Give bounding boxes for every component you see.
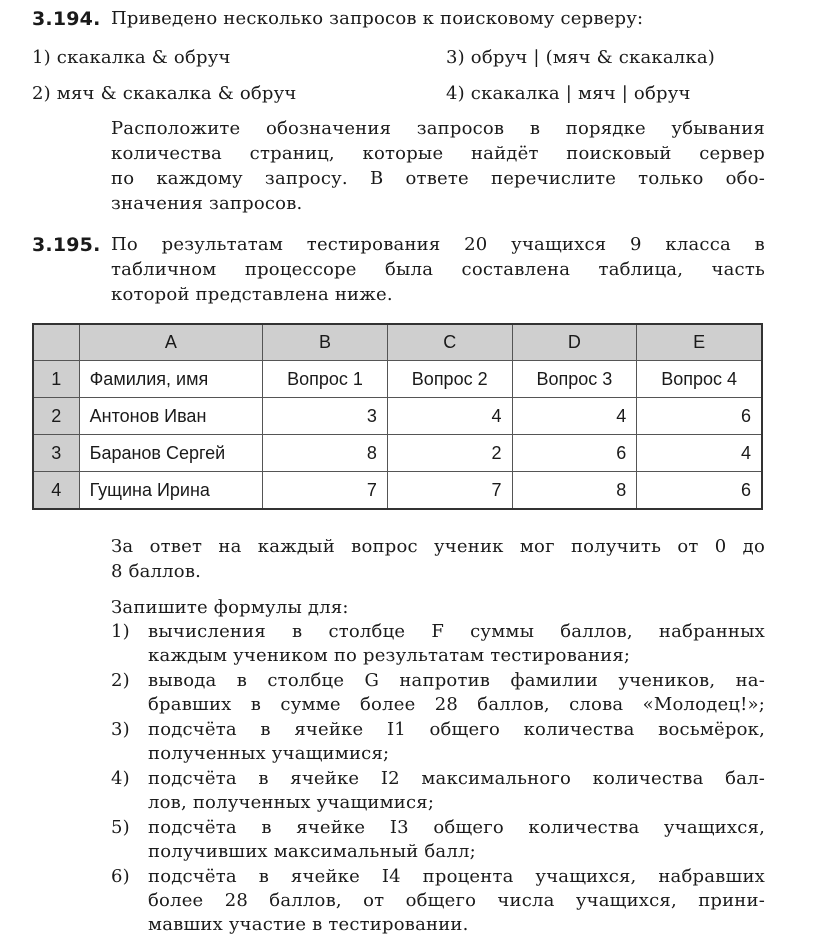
- item-text-line: вывода в столбце G напротив фамилии учеников, на-: [148, 670, 765, 691]
- spreadsheet-table: [32, 323, 763, 510]
- item-number: 6): [111, 866, 130, 887]
- column-header: E: [637, 324, 762, 361]
- cell-d1: Вопрос 3: [512, 361, 637, 398]
- item-text-line: получивших максимальный балл;: [148, 841, 476, 862]
- item-text-line: бравших в сумме более 28 баллов, слова «Молодец!»;: [148, 694, 765, 715]
- item-text-line: подсчёта в ячейке I1 общего количества восьмёрок,: [148, 719, 765, 740]
- item-number: 4): [111, 768, 130, 789]
- cell-e3: 4: [637, 435, 762, 472]
- item-text-line: подсчёта в ячейке I2 максимального количества бал-: [148, 768, 765, 789]
- item-text-line: мавших участие в тестировании.: [148, 914, 469, 935]
- cell-c2: 4: [387, 398, 512, 435]
- item-text-line: вычисления в столбце F суммы баллов, набранных: [148, 621, 765, 642]
- cell-d2: 4: [512, 398, 637, 435]
- problem-3-194-task-line: значения запросов.: [111, 193, 303, 214]
- cell-e4: 6: [637, 472, 762, 510]
- cell-b4: 7: [263, 472, 388, 510]
- table-row: [33, 435, 762, 472]
- query-1: 1) скакалка & обруч: [32, 47, 231, 68]
- row-header: 3: [33, 435, 79, 472]
- cell-c1: Вопрос 2: [387, 361, 512, 398]
- cell-b1: Вопрос 1: [263, 361, 388, 398]
- item-text-line: каждым учеником по результатам тестирования;: [148, 645, 631, 666]
- problem-3-195-note-line: 8 баллов.: [111, 561, 202, 582]
- cell-e1: Вопрос 4: [637, 361, 762, 398]
- problem-3-195-note-line: За ответ на каждый вопрос ученик мог получить от 0 до: [111, 536, 765, 557]
- problem-3-194-task-line: по каждому запросу. В ответе перечислите только обо-: [111, 168, 765, 189]
- cell-b2: 3: [263, 398, 388, 435]
- column-header: B: [263, 324, 388, 361]
- table-row: [33, 361, 762, 398]
- item-number: 3): [111, 719, 130, 740]
- formulas-title: Запишите формулы для:: [111, 597, 349, 618]
- problem-3-194-intro: Приведено несколько запросов к поисковому серверу:: [111, 8, 644, 29]
- query-2: 2) мяч & скакалка & обруч: [32, 83, 297, 104]
- cell-a4: Гущина Ирина: [79, 472, 263, 510]
- corner-cell: [33, 324, 79, 361]
- row-header: 2: [33, 398, 79, 435]
- query-4: 4) скакалка | мяч | обруч: [446, 83, 691, 104]
- item-text-line: подсчёта в ячейке I4 процента учащихся, набравших: [148, 866, 765, 887]
- cell-b3: 8: [263, 435, 388, 472]
- cell-e2: 6: [637, 398, 762, 435]
- item-text-line: лов, полученных учащимися;: [148, 792, 435, 813]
- item-number: 5): [111, 817, 130, 838]
- column-header: A: [79, 324, 263, 361]
- table-row: [33, 472, 762, 510]
- cell-d4: 8: [512, 472, 637, 510]
- cell-c4: 7: [387, 472, 512, 510]
- problem-3-195-intro-line: По результатам тестирования 20 учащихся 9 класса в: [111, 234, 765, 255]
- cell-c3: 2: [387, 435, 512, 472]
- problem-3-195-intro-line: которой представлена ниже.: [111, 284, 393, 305]
- column-header: D: [512, 324, 637, 361]
- column-header-row: [33, 324, 762, 361]
- item-number: 2): [111, 670, 130, 691]
- problem-3-194-task-line: Расположите обозначения запросов в порядке убывания: [111, 118, 765, 139]
- table-row: [33, 398, 762, 435]
- problem-3-195-intro-line: табличном процессоре была составлена таблица, часть: [111, 259, 765, 280]
- cell-d3: 6: [512, 435, 637, 472]
- problem-number-3-194: 3.194.: [32, 8, 101, 30]
- cell-a3: Баранов Сергей: [79, 435, 263, 472]
- column-header: C: [387, 324, 512, 361]
- row-header: 4: [33, 472, 79, 510]
- item-text-line: полученных учащимися;: [148, 743, 390, 764]
- row-header: 1: [33, 361, 79, 398]
- problem-number-3-195: 3.195.: [32, 234, 101, 256]
- cell-a2: Антонов Иван: [79, 398, 263, 435]
- item-text-line: более 28 баллов, от общего числа учащихся, прини-: [148, 890, 765, 911]
- cell-a1: Фамилия, имя: [79, 361, 263, 398]
- problem-3-194-task-line: количества страниц, которые найдёт поисковый сервер: [111, 143, 765, 164]
- query-3: 3) обруч | (мяч & скакалка): [446, 47, 716, 68]
- item-text-line: подсчёта в ячейке I3 общего количества учащихся,: [148, 817, 765, 838]
- item-number: 1): [111, 621, 130, 642]
